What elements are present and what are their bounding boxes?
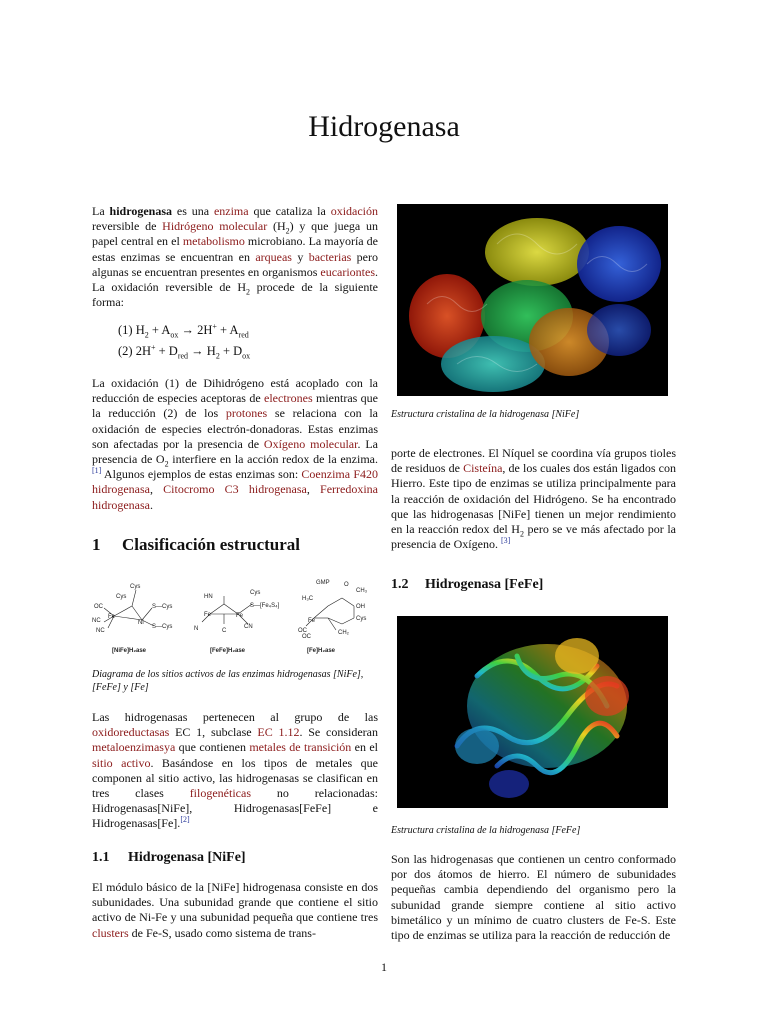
active-sites-diagram	[92, 576, 378, 656]
link-citocromo-c3[interactable]: Citocromo C3 hidrogenasa	[163, 482, 307, 497]
link-ec-1-12[interactable]: EC 1.12	[257, 725, 300, 740]
nife-structure	[92, 584, 172, 654]
link-coenzima-f420[interactable]: Coenzima F420 hidrogenasa	[92, 467, 378, 497]
svg-text:Cys: Cys	[250, 590, 261, 596]
svg-text:CH₃: CH₃	[356, 588, 368, 594]
svg-text:GMP: GMP	[316, 580, 330, 586]
svg-text:Fe: Fe	[204, 612, 212, 618]
link-oxidacion[interactable]: oxidación	[330, 204, 379, 218]
svg-text:Cys: Cys	[116, 594, 127, 600]
fefe-crystal-structure-image	[397, 616, 668, 808]
diagram-caption: Diagrama de los sitios activos de las enzimas hidrogenasas [NiFe], [FeFe] y [Fe]	[92, 669, 364, 693]
svg-text:OC: OC	[298, 628, 307, 634]
link-eucariontes[interactable]: eucariontes	[320, 264, 376, 279]
paragraph-fefe: Son las hidrogenasas que contienen un centro conformado por dos átomos de hierro. El número de subunidades pequeñas cambia dependiendo del organismo pero la subunidad grande siempre contiene al sitio activo bimetálico y un mínimo de cuatro clusters de Fe-S. Este tipo de enzimas se utiliza para la reacción de reducción de	[391, 852, 676, 943]
svg-text:CH₂: CH₂	[338, 630, 349, 636]
svg-text:Ni: Ni	[138, 620, 144, 626]
link-filogeneticas[interactable]: filogenéticas	[189, 786, 251, 801]
svg-text:Cys: Cys	[356, 616, 367, 622]
link-clusters[interactable]: clusters	[92, 925, 129, 940]
svg-text:C: C	[222, 628, 227, 634]
link-cisteina[interactable]: Cisteína	[463, 461, 503, 476]
link-oxidoreductasas[interactable]: oxidoreductasas	[92, 725, 170, 740]
fefe-structure	[194, 590, 280, 654]
reference-3[interactable]: [3]	[500, 536, 511, 546]
page-title: Hidrogenasa	[308, 110, 460, 143]
section-1-heading: 1 Clasificación estructural	[92, 535, 300, 554]
paragraph-nife: El módulo básico de la [NiFe] hidrogenasa consiste en dos subunidades. Una subunidad grande que contiene el sitio activo de Ni-Fe y una subunidad pequeña que contiene tres clusters de Fe-S, usado como sistema de trans-	[92, 880, 378, 940]
fe-label: [Fe]H₂ase	[307, 648, 336, 654]
intro-paragraph: La hidrogenasa es una enzima que cataliza la oxidación reversible de Hidrógeno molecular $(H_2)$ y que juega un papel central en el metabolismo microbiano. La mayoría de estas enzimas se encuentran en arqueas y bacterias pero algunas se encuentran presentes en organismos eucariontes. La oxidación reversible de $H_2$ procede de la siguiente forma:	[92, 204, 379, 310]
link-hidrogeno-molecular[interactable]: Hidrógeno molecular	[162, 219, 268, 234]
svg-text:OH: OH	[356, 604, 365, 610]
svg-text:S—Cys: S—Cys	[152, 604, 173, 610]
link-bacterias[interactable]: bacterias	[308, 249, 352, 264]
fefe-label: [FeFe]H₂ase	[210, 648, 246, 654]
protein-ribbon-nife	[397, 204, 668, 396]
link-electrones[interactable]: electrones	[264, 391, 313, 406]
protein-ribbon-fefe	[397, 616, 668, 808]
svg-text:OC: OC	[94, 604, 103, 610]
paragraph-classification: Las hidrogenasas pertenecen al grupo de las oxidoreductasas EC 1, subclase EC 1.12. Se consideran metaloenzimasya que contienen metales de transición en el sitio activo. Basándose en los tipos de metales que componen al sitio activo, las hidrogenasas se clasifican en tres clases filogenéticas no relacionadas: Hidrogenasas[NiFe], Hidrogenasas[FeFe] e Hidrogenasas[Fe].[2]	[92, 710, 379, 831]
svg-text:O: O	[344, 582, 349, 588]
section-1-1-heading: 1.1 Hidrogenasa [NiFe]	[92, 850, 246, 865]
svg-text:NC: NC	[96, 628, 105, 634]
equation-2: (2) $2H^+ + D_{red} \to H_2 + D_{ox}$	[118, 342, 251, 361]
svg-text:NC: NC	[92, 618, 101, 624]
svg-text:Fe: Fe	[108, 614, 116, 620]
fe-structure	[298, 580, 368, 654]
reference-2[interactable]: [2]	[180, 815, 190, 825]
link-metaloenzimas[interactable]: metaloenzimasya	[92, 740, 176, 755]
link-protones[interactable]: protones	[225, 406, 268, 421]
svg-text:CN: CN	[244, 624, 253, 630]
link-ferredoxina[interactable]: Ferredoxina hidrogenasa	[92, 482, 379, 512]
link-oxigeno-molecular[interactable]: Oxígeno molecular	[263, 436, 358, 451]
paragraph-oxidation: La oxidación (1) de Dihidrógeno está acoplado con la reducción de especies aceptoras de electrones mientras que la reducción (2) de los protones se relaciona con la oxidación de especies electrón-donadoras. Estas enzimas son afectadas por la presencia de Oxígeno molecular. La presencia de $O_2$ interfiere en la acción redox de la enzima.[1] Algunos ejemplos de estas enzimas son: Coenzima F420 hidrogenasa, Citocromo C3 hidrogenasa, Ferredoxina hidrogenasa.	[92, 376, 379, 512]
nife-crystal-structure-image	[397, 204, 668, 396]
svg-text:Fe: Fe	[236, 613, 244, 619]
link-sitio-activo[interactable]: sitio activo	[92, 755, 151, 770]
reference-1[interactable]: [1]	[92, 466, 102, 476]
svg-text:S—[Fe₄S₄]: S—[Fe₄S₄]	[250, 603, 280, 609]
page-number: 1	[381, 960, 387, 974]
link-arqueas[interactable]: arqueas	[255, 249, 292, 264]
svg-text:HN: HN	[204, 594, 213, 600]
link-metales-transicion[interactable]: metales de transición	[249, 740, 352, 755]
link-metabolismo[interactable]: metabolismo	[182, 234, 245, 249]
svg-text:Fe: Fe	[308, 618, 316, 624]
svg-text:H₃C: H₃C	[302, 596, 314, 602]
equations	[118, 320, 378, 362]
nife-label: [NiFe]H₂ase	[112, 648, 147, 654]
svg-text:OC: OC	[302, 634, 311, 640]
equation-1: (1) $H_2 + A_{ox} \to 2H^+ + A_{red}$	[118, 321, 249, 340]
section-1-2-heading: 1.2 Hidrogenasa [FeFe]	[391, 577, 544, 592]
paragraph-nickel: porte de electrones. El Níquel se coordina vía grupos tioles de residuos de Cisteína, de los cuales dos están ligados con Hierro. Este tipo de enzimas se utiliza principalmente para la reacción de oxidación del Hidrógeno. Se ha encontrado que las hidrogenasas [NiFe] tienen un mejor rendimiento en la reacción redox del $H_2$ pero se ve más afectado por la presencia de Oxígeno. [3]	[391, 446, 676, 552]
svg-text:Cys: Cys	[130, 584, 141, 590]
svg-text:N: N	[194, 626, 199, 632]
link-enzima[interactable]: enzima	[213, 204, 249, 218]
svg-text:S—Cys: S—Cys	[152, 624, 173, 630]
fig1-caption: Estructura cristalina de la hidrogenasa [NiFe]	[391, 409, 580, 420]
fig2-caption: Estructura cristalina de la hidrogenasa [FeFe]	[391, 825, 581, 836]
